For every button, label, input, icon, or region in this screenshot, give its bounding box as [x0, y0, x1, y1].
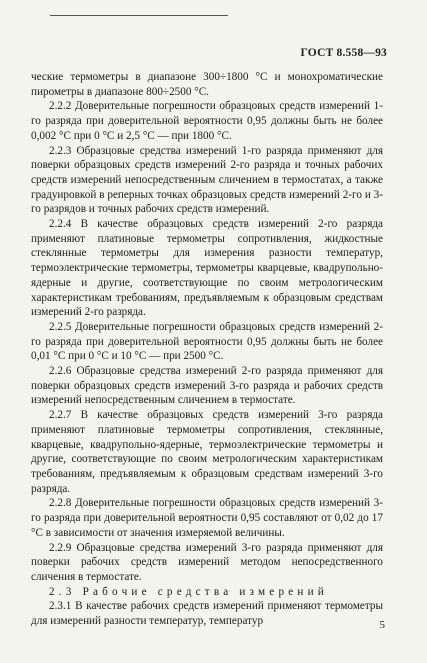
paragraph: 2.2.9 Образцовые средства измерений 3-го разряда применяют для поверки рабочих средств измерений методом непосредственного сличения в термостате.: [31, 541, 383, 583]
paragraph: 2.2.4 В качестве образцовых средств измерений 2-го разряда применяют платиновые термометры сопротивления, жидкостные стеклянные термометры для измерения разности температур, термоэлектрические термометры, термометры кварцевые, квадрупольно-ядерные и другие, соответствующие по своим метрологическим характеристикам требованиям, предъявляемым к образцовым средствам измерений 2-го разряда.: [31, 218, 383, 319]
page-number: 5: [379, 619, 385, 631]
paragraph: 2.2.6 Образцовые средства измерений 2-го разряда применяют для поверки образцовых средств измерений 3-го разряда и рабочих средств измерений непосредственным сличением в термостате.: [31, 365, 383, 407]
paragraph: 2.2.7 В качестве образцовых средств измерений 3-го разряда применяют платиновые термометры сопротивления, стеклянные, кварцевые, квадрупольно-ядерные, термоэлектрические термометры и другие, соответствующие по своим метрологическим характеристикам требованиям, предъявляемым к образцовым средствам измерений 3-го разряда.: [31, 409, 383, 495]
paragraph: 2.3.1 В качестве рабочих средств измерений применяют термометры для измерений разности температур, температур: [31, 600, 383, 628]
paragraph: 2.2.3 Образцовые средства измерений 1-го разряда применяют для поверки образцовых средств измерений 2-го разряда и точных рабочих средств измерений непосредственным сличением в термостатах, а также градуировкой в реперных точках образцовых средств измерений 2-го и 3-го разрядов и точных рабочих средств измерений.: [31, 144, 383, 216]
paragraph: 2.2.8 Доверительные погрешности образцовых средств измерений 3-го разряда при доверительной вероятности 0,95 составляют от 0,02 до 17 °С в зависимости от значения измеряемой величины.: [31, 497, 383, 539]
paragraph: ческие термометры в диапазоне 300÷1800 °С и монохроматические пирометры в диапазоне 800÷2500 °С.: [31, 71, 383, 98]
paragraph: 2.2.2 Доверительные погрешности образцовых средств измерений 1-го разряда при доверительной вероятности 0,95 должны быть не более 0,002 °С при 0 °С и 2,5 °С — при 1800 °С.: [31, 100, 383, 142]
body-text: [31, 70, 383, 629]
top-rule: [50, 15, 228, 16]
section-heading: 2.3 Рабочие средства измерений: [49, 585, 328, 598]
paragraph: 2.2.5 Доверительные погрешности образцовых средств измерений 2-го разряда при доверительной вероятности 0,95 должны быть не более 0,01 °С при 0 °С и 10 °С — при 2500 °С.: [31, 320, 383, 363]
document-code: ГОСТ 8.558—93: [300, 47, 387, 59]
